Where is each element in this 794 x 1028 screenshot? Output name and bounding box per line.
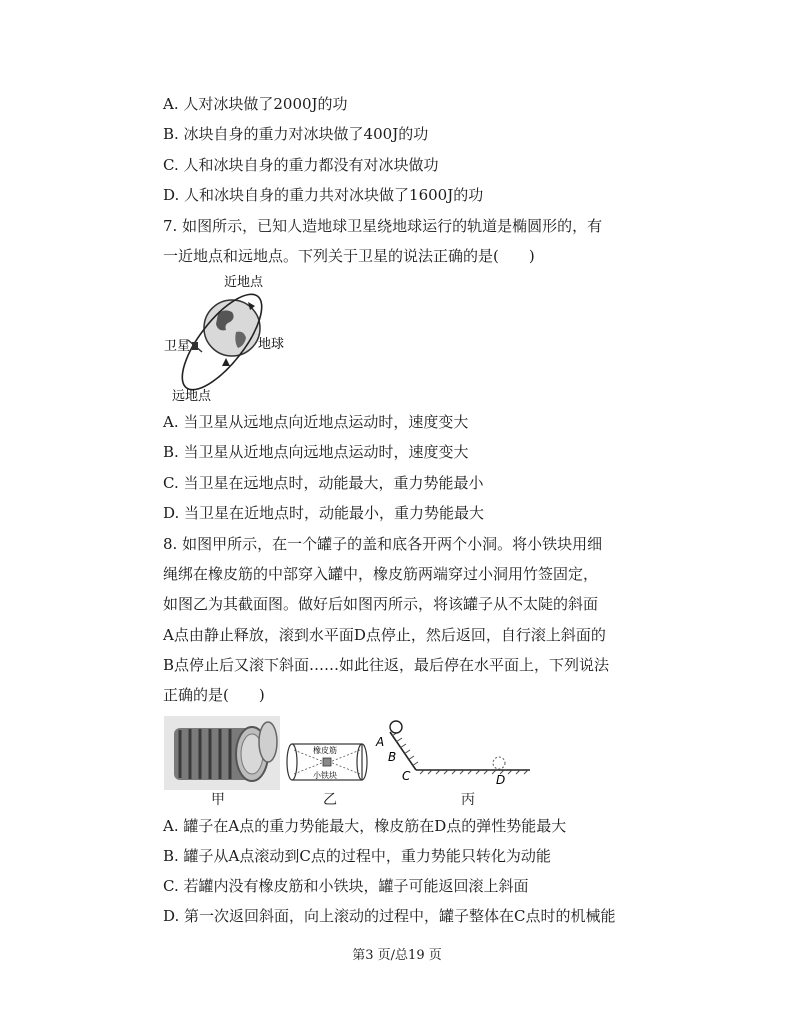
q8-stem-line-5: B点停止后又滚下斜面……如此往返，最后停在水平面上，下列说法 <box>163 656 610 674</box>
label-rubber-band: 橡皮筋 <box>313 746 337 755</box>
label-apogee: 远地点 <box>172 389 212 404</box>
label-iron-block: 小铁块 <box>313 771 337 780</box>
can-cross-section-figure <box>286 738 372 786</box>
q8-option-c: C. 若罐内没有橡皮筋和小铁块，罐子可能返回滚上斜面 <box>163 877 529 895</box>
q8-stem-line-1: 8. 如图甲所示，在一个罐子的盖和底各开两个小洞。将小铁块用细 <box>163 535 603 553</box>
can-at-d-icon <box>493 757 505 769</box>
q7-option-b: B. 当卫星从近地点向远地点运动时，速度变大 <box>163 443 469 461</box>
q8-stem-line-6: 正确的是( ) <box>163 686 265 704</box>
label-satellite: 卫星 <box>164 339 191 354</box>
q8-option-b: B. 罐子从A点滚动到C点的过程中，重力势能只转化为动能 <box>163 847 551 865</box>
q7-option-a: A. 当卫星从远地点向近地点运动时，速度变大 <box>163 413 469 431</box>
q6-option-a: A. 人对冰块做了2000J的功 <box>163 95 348 113</box>
q8-stem-line-2: 绳绑在橡皮筋的中部穿入罐中，橡皮筋两端穿过小洞用竹签固定， <box>163 565 599 583</box>
page-number: 第3 页/总19 页 <box>352 948 442 963</box>
q8-option-d: D. 第一次返回斜面，向上滚动的过程中，罐子整体在C点时的机械能 <box>163 907 616 925</box>
label-point-c: C <box>402 769 411 783</box>
q8-option-a: A. 罐子在A点的重力势能最大，橡皮筋在D点的弹性势能最大 <box>163 817 567 835</box>
label-point-b: B <box>388 750 397 764</box>
q8-stem-line-4: A点由静止释放，滚到水平面D点停止，然后返回，自行滚上斜面的 <box>163 626 606 644</box>
q6-option-c: C. 人和冰块自身的重力都没有对冰块做功 <box>163 156 439 174</box>
can-at-a-icon <box>390 721 402 733</box>
label-earth: 地球 <box>258 337 285 352</box>
caption-bing: 丙 <box>461 792 475 808</box>
incline-figure <box>368 718 534 786</box>
label-perigee: 近地点 <box>224 275 264 290</box>
can-photo-figure <box>164 716 280 790</box>
label-point-d: D <box>496 773 506 786</box>
q7-stem-line-1: 7. 如图所示，已知人造地球卫星绕地球运行的轨道是椭圆形的，有 <box>163 217 603 235</box>
q6-option-b: B. 冰块自身的重力对冰块做了400J的功 <box>163 125 429 143</box>
q7-stem-line-2: 一近地点和远地点。下列关于卫星的说法正确的是( ) <box>163 247 535 265</box>
satellite-orbit-figure <box>160 270 300 405</box>
q8-stem-line-3: 如图乙为其截面图。做好后如图丙所示，将该罐子从不太陡的斜面 <box>163 595 599 613</box>
label-point-a: A <box>376 735 385 749</box>
q6-option-d: D. 人和冰块自身的重力共对冰块做了1600J的功 <box>163 186 484 204</box>
q7-option-c: C. 当卫星在远地点时，动能最大，重力势能最小 <box>163 474 484 492</box>
caption-jia: 甲 <box>211 792 225 808</box>
orbit-arrow-icon <box>222 358 230 366</box>
q7-option-d: D. 当卫星在近地点时，动能最小，重力势能最大 <box>163 504 485 522</box>
caption-yi: 乙 <box>323 792 337 808</box>
